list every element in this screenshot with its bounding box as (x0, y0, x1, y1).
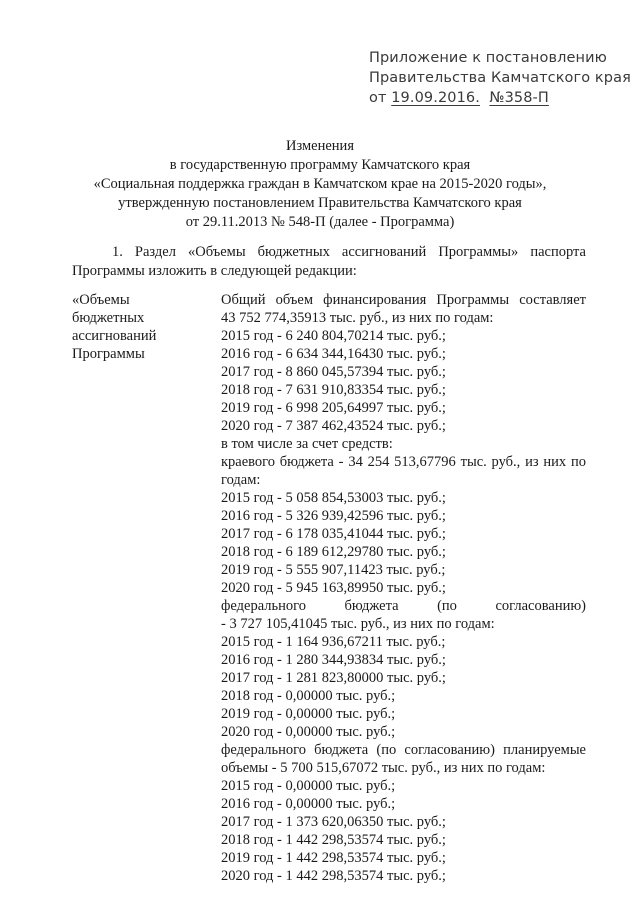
header-date: 19.09.2016. (391, 90, 480, 106)
funding-line: 2017 год - 1 373 620,06350 тыс. руб.; (221, 814, 446, 830)
funding-line: федерального бюджета (по согласованию) (221, 598, 586, 614)
funding-line: 2015 год - 6 240 804,70214 тыс. руб.; (221, 328, 446, 344)
document-title (0, 137, 640, 232)
passport-label-line: Программы (72, 346, 145, 362)
funding-line: 2015 год - 5 058 854,53003 тыс. руб.; (221, 490, 446, 506)
funding-line: 2018 год - 1 442 298,53574 тыс. руб.; (221, 832, 446, 848)
header-date-number-line (369, 88, 631, 108)
funding-line: 2019 год - 0,00000 тыс. руб.; (221, 706, 396, 722)
passport-label-line: ассигнований (72, 328, 157, 344)
header-date-sep (480, 90, 489, 106)
funding-line: 2017 год - 6 178 035,41044 тыс. руб.; (221, 526, 446, 542)
funding-line: 2020 год - 0,00000 тыс. руб.; (221, 724, 396, 740)
funding-line: 2016 год - 1 280 344,93834 тыс. руб.; (221, 652, 446, 668)
funding-line: 2017 год - 8 860 045,57394 тыс. руб.; (221, 364, 446, 380)
passport-label-line: бюджетных (72, 310, 145, 326)
header-government-line: Правительства Камчатского края (369, 70, 631, 86)
funding-line: 2017 год - 1 281 823,80000 тыс. руб.; (221, 670, 446, 686)
funding-line: 2019 год - 5 555 907,11423 тыс. руб.; (221, 562, 446, 578)
funding-line: 43 752 774,35913 тыс. руб., из них по годам: (221, 310, 494, 326)
title-line: в государственную программу Камчатского края (169, 157, 471, 173)
funding-line: 2016 год - 6 634 344,16430 тыс. руб.; (221, 346, 446, 362)
title-line: Изменения (286, 138, 354, 154)
funding-line: 2019 год - 6 998 205,64997 тыс. руб.; (221, 400, 446, 416)
passport-label-column (72, 291, 156, 363)
funding-line: 2020 год - 1 442 298,53574 тыс. руб.; (221, 868, 446, 884)
title-line: от 29.11.2013 № 548-П (далее - Программа) (185, 214, 455, 230)
funding-line: Общий объем финансирования Программы составляет (221, 292, 586, 308)
funding-line: 2015 год - 0,00000 тыс. руб.; (221, 778, 396, 794)
funding-line: 2018 год - 6 189 612,29780 тыс. руб.; (221, 544, 446, 560)
funding-line: в том числе за счет средств: (221, 436, 393, 452)
title-line: «Социальная поддержка граждан в Камчатском крае на 2015-2020 годы», (93, 176, 547, 192)
header-date-prefix: от (369, 90, 392, 106)
intro-line-1: 1. Раздел «Объемы бюджетных ассигнований Программы» паспорта (112, 244, 586, 260)
header-appendix-line: Приложение к постановлению (369, 50, 607, 66)
funding-line: 2016 год - 0,00000 тыс. руб.; (221, 796, 396, 812)
header-number: №358-П (489, 90, 549, 106)
funding-line: - 3 727 105,41045 тыс. руб., из них по годам: (221, 616, 495, 632)
funding-line: годам: (221, 472, 261, 488)
intro-paragraph (72, 243, 586, 281)
passport-label-line: «Объемы (72, 292, 130, 308)
funding-line: федерального бюджета (по согласованию) планируемые (221, 742, 586, 758)
funding-line: 2018 год - 0,00000 тыс. руб.; (221, 688, 396, 704)
title-line: утвержденную постановлением Правительства Камчатского края (118, 195, 522, 211)
funding-line: 2020 год - 5 945 163,89950 тыс. руб.; (221, 580, 446, 596)
intro-line-2: Программы изложить в следующей редакции: (72, 263, 357, 279)
passport-content-column (221, 291, 586, 885)
funding-line: 2019 год - 1 442 298,53574 тыс. руб.; (221, 850, 446, 866)
funding-line: краевого бюджета - 34 254 513,67796 тыс. руб., из них по (221, 454, 586, 470)
funding-line: 2020 год - 7 387 462,43524 тыс. руб.; (221, 418, 446, 434)
funding-line: объемы - 5 700 515,67072 тыс. руб., из них по годам: (221, 760, 546, 776)
funding-line: 2015 год - 1 164 936,67211 тыс. руб.; (221, 634, 446, 650)
funding-line: 2018 год - 7 631 910,83354 тыс. руб.; (221, 382, 446, 398)
document-header (369, 48, 631, 108)
funding-line: 2016 год - 5 326 939,42596 тыс. руб.; (221, 508, 446, 524)
